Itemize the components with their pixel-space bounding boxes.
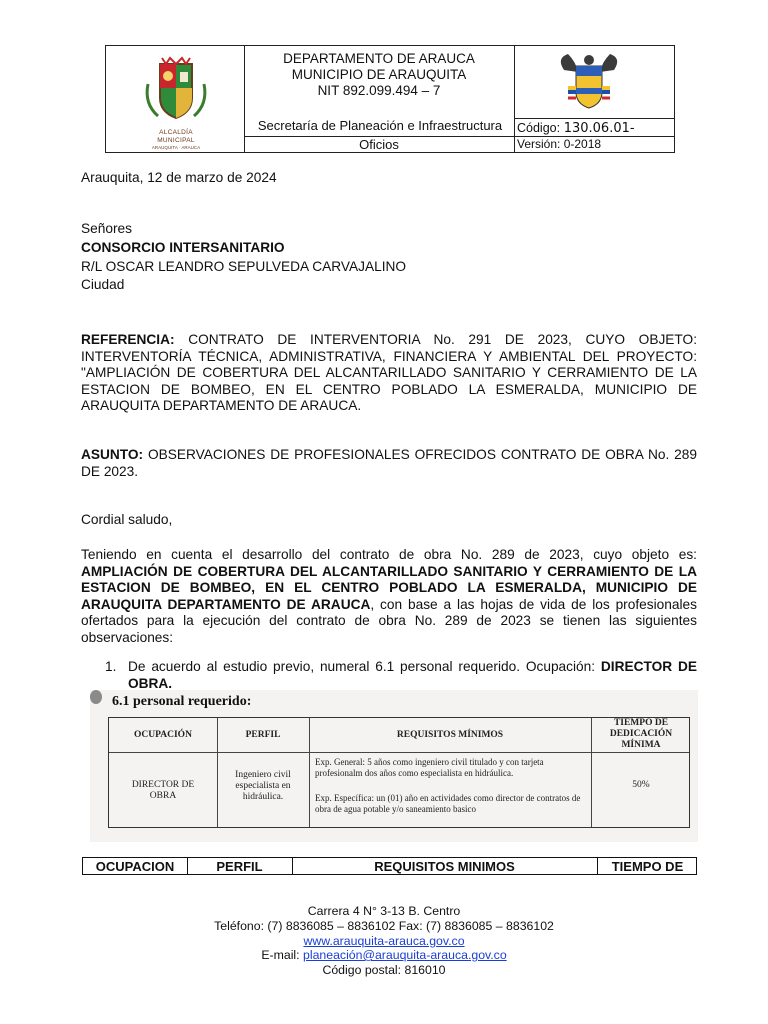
requirements-table-header [82, 857, 697, 875]
footer-phones: Teléfono: (7) 8836085 – 8836102 Fax: (7) 8836085 – 8836102 [214, 919, 554, 933]
scan-header-occupation: OCUPACIÓN [134, 730, 192, 740]
recipient-city: Ciudad [81, 277, 125, 292]
footer-address: Carrera 4 N° 3-13 B. Centro [307, 904, 461, 918]
scan-cell-occupation: DIRECTOR DE OBRA [131, 780, 195, 801]
scan-header-time: TIEMPO DE DEDICACIÓN MÍNIMA [609, 718, 673, 750]
email-label: E-mail: [261, 948, 300, 962]
scan-cell-profile: Ingeniero civil especialista en hidráulica. [235, 770, 291, 802]
table-header-time: TIEMPO DE [611, 859, 684, 874]
website-link[interactable]: www.arauquita-arauca.gov.co [303, 934, 465, 948]
logo-subtext: ARAUQUITA · ARAUCA [151, 145, 201, 150]
scan-header-profile: PERFIL [245, 730, 281, 740]
coat-of-arms-icon [554, 48, 624, 116]
recipient-name: CONSORCIO INTERSANITARIO [81, 240, 285, 255]
header-code [517, 120, 635, 136]
footer-postal: Código postal: 816010 [322, 963, 446, 977]
scan-header-requirements: REQUISITOS MÍNIMOS [396, 730, 504, 740]
subject-paragraph [81, 447, 697, 480]
list-item-number: 1. [105, 659, 117, 674]
project-name: AMPLIACIÓN DE COBERTURA DEL ALCANTARILLADO SANITARIO Y CERRAMIENTO DE LA ESTACION DE BOMBEO, EN EL CENTRO POBLADO LA ESMERALDA, MUNICIPIO DE ARAUQUITA DEPARTAMENTO DE ARAUCA [81, 563, 697, 612]
list-item-text [128, 659, 697, 692]
header-line-municipality: MUNICIPIO DE ARAUQUITA [291, 67, 467, 82]
body-intro: Teniendo en cuenta el desarrollo del contrato de obra No. 289 de 2023, cuyo objeto es: [81, 547, 697, 562]
body-continuation: , con base a las hojas de vida de los profesionales ofertados para la ejecución del contrato de obra No. 289 de 2023 se tienen las siguientes observaciones: [81, 596, 697, 645]
scan-table [108, 717, 690, 828]
greeting: Cordial saludo, [81, 512, 173, 527]
reference-label: REFERENCIA: [81, 332, 175, 347]
header-secretaria: Secretaría de Planeación e Infraestructura [257, 118, 503, 133]
scanned-requirements-image [90, 690, 698, 842]
list-item-occupation: DIRECTOR DE OBRA. [128, 659, 697, 691]
municipal-logo [140, 54, 212, 150]
reference-paragraph [81, 332, 697, 415]
email-link[interactable]: planeación@arauquita-arauca.gov.co [303, 948, 507, 962]
document-header [105, 45, 675, 153]
footer-email [0, 948, 768, 963]
header-title-block [244, 51, 514, 99]
subject-text: OBSERVACIONES DE PROFESIONALES OFRECIDOS CONTRATO DE OBRA No. 289 DE 2023. [81, 447, 697, 479]
logo-text: ALCALDÍA MUNICIPAL [157, 129, 195, 144]
code-value: 130.06.01- [563, 121, 635, 136]
table-header-requirements: REQUISITOS MINIMOS [374, 859, 515, 874]
footer-website [0, 934, 768, 949]
salutation: Señores [81, 221, 132, 236]
code-label: Código: [517, 121, 561, 135]
binding-hole-icon [90, 690, 102, 704]
scan-title: 6.1 personal requerido: [112, 694, 252, 709]
table-header-profile: PERFIL [216, 859, 263, 874]
header-oficios: Oficios [359, 137, 399, 152]
header-line-nit: NIT 892.099.494 – 7 [317, 83, 441, 98]
header-version: Versión: 0-2018 [517, 137, 602, 151]
header-divider [514, 118, 674, 119]
subject-label: ASUNTO: [81, 447, 144, 462]
scan-cell-time: 50% [632, 780, 650, 790]
recipient-representative: R/L OSCAR LEANDRO SEPULVEDA CARVAJALINO [81, 259, 407, 274]
scan-cell-requirement-specific: Exp. Específica: un (01) año en actividades como director de contratos de obra de agua potable y/o saneamiento basico [315, 793, 581, 814]
table-header-occupation: OCUPACION [95, 859, 175, 874]
scan-cell-requirement-general: Exp. General: 5 años como ingeniero civil titulado y con tarjeta profesionalm dos años como especialista en hidráulica. [315, 757, 544, 778]
body-paragraph [81, 547, 697, 646]
letter-date: Arauquita, 12 de marzo de 2024 [81, 170, 277, 185]
header-line-department: DEPARTAMENTO DE ARAUCA [283, 51, 475, 66]
reference-text: CONTRATO DE INTERVENTORIA No. 291 DE 2023, CUYO OBJETO: INTERVENTORÍA TÉCNICA, ADMINISTRATIVA, FINANCIERA Y AMBIENTAL DEL PROYECTO: "AMPLIACIÓN DE COBERTURA DEL ALCANTARILLADO SANITARIO Y CERRAMIENTO DE LA ESTACION DE BOMBEO, EN EL CENTRO POBLADO LA ESMERALDA, MUNICIPIO DE ARAUQUITA DEPARTAMENTO DE ARAUCA. [81, 332, 697, 413]
list-item-body: De acuerdo al estudio previo, numeral 6.1 personal requerido. Ocupación: [128, 659, 596, 674]
